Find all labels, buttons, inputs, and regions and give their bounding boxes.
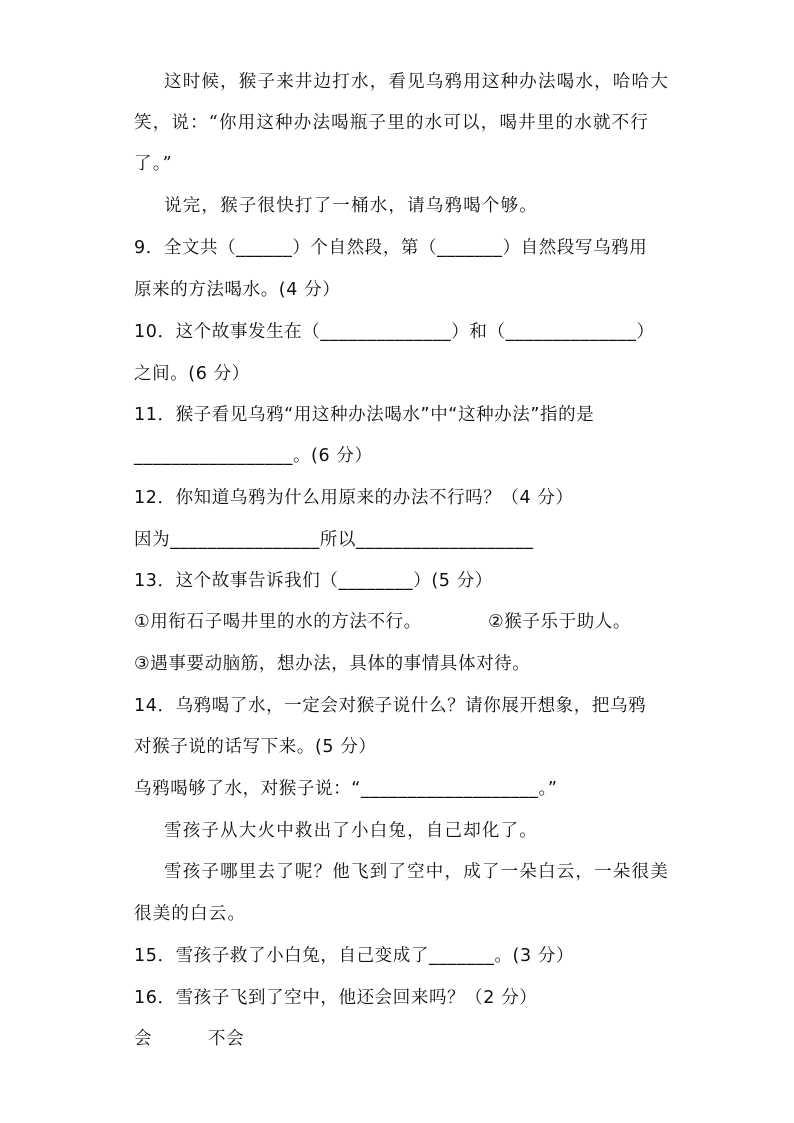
question-13-option-1: ①用衔石子喝井里的水的方法不行。 — [134, 612, 422, 632]
question-14-cont: 对猴子说的话写下来。(5 分） — [134, 737, 377, 757]
passage2-line: 雪孩子从大火中救出了小白兔，自己却化了。 — [164, 821, 538, 841]
question-13-option-2: ②猴子乐于助人。 — [488, 612, 631, 632]
question-9-cont: 原来的方法喝水。(4 分） — [134, 280, 341, 300]
passage2-line: 雪孩子哪里去了呢？他飞到了空中，成了一朵白云，一朵很美 — [164, 862, 669, 882]
question-9: 9．全文共（______）个自然段，第（_______）自然段写乌鸦用 — [134, 238, 648, 258]
question-12-answer: 因为________________所以___________________ — [134, 530, 534, 550]
question-15: 15．雪孩子救了小白兔，自己变成了_______。(3 分） — [134, 946, 575, 966]
passage1-line: 了。” — [134, 154, 173, 174]
question-14-answer: 乌鸦喝够了水，对猴子说：“___________________。” — [134, 779, 558, 799]
question-14: 14．乌鸦喝了水，一定会对猴子说什么？请你展开想象，把乌鸦 — [134, 696, 647, 716]
passage2-line: 很美的白云。 — [134, 904, 247, 924]
question-16: 16．雪孩子飞到了空中，他还会回来吗？（2 分） — [134, 988, 538, 1008]
question-11-cont: _________________。(6 分） — [134, 446, 373, 466]
question-16-option-no: 不会 — [208, 1029, 245, 1049]
question-13-option-3: ③遇事要动脑筋，想办法，具体的事情具体对待。 — [134, 654, 531, 674]
question-10-cont: 之间。(6 分） — [134, 364, 250, 384]
passage1-line: 笑，说：“你用这种办法喝瓶子里的水可以，喝井里的水就不行 — [134, 113, 650, 133]
passage1-line: 这时候，猴子来井边打水，看见乌鸦用这种办法喝水，哈哈大 — [164, 72, 669, 92]
question-11: 11．猴子看见乌鸦“用这种办法喝水”中“这种办法”指的是 — [134, 405, 595, 425]
question-10: 10．这个故事发生在（______________）和（______________） — [134, 322, 655, 342]
question-13: 13．这个故事告诉我们（________）(5 分） — [134, 571, 493, 591]
passage1-line: 说完，猴子很快打了一桶水，请乌鸦喝个够。 — [164, 196, 538, 216]
question-12: 12．你知道乌鸦为什么用原来的办法不行吗？（4 分） — [134, 488, 574, 508]
question-16-option-yes: 会 — [134, 1029, 153, 1049]
